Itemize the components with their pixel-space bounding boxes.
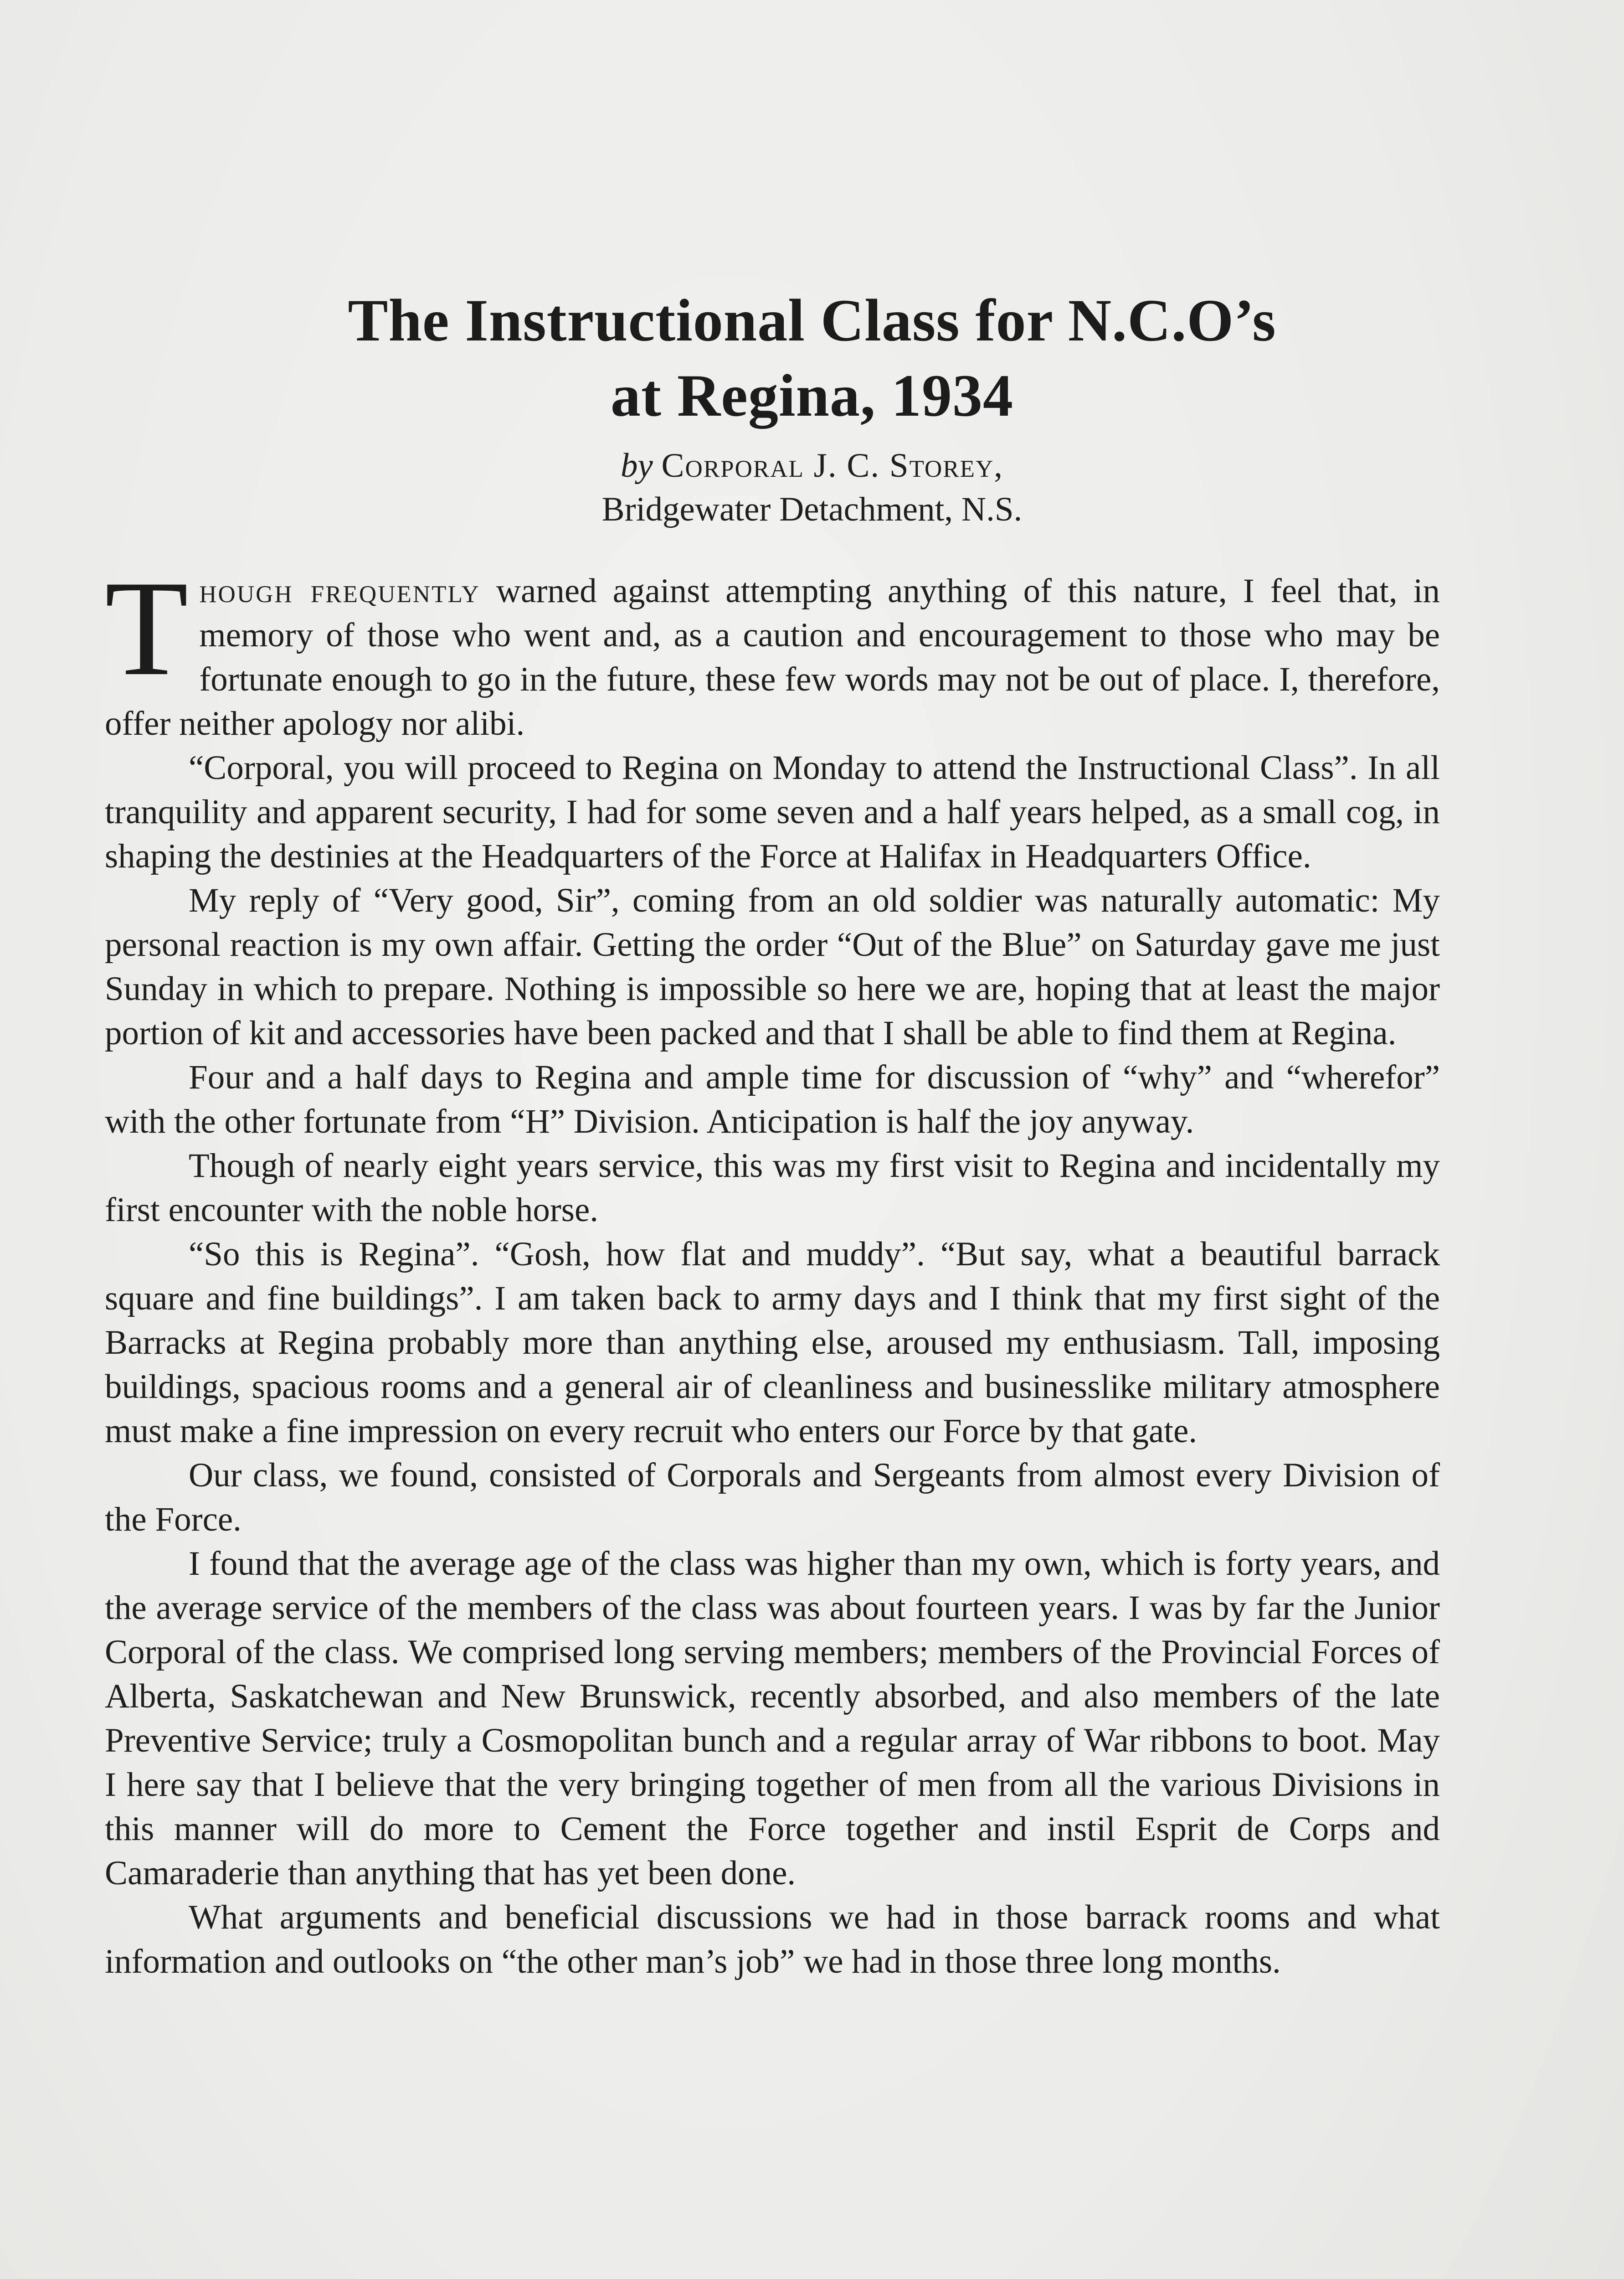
paragraph-7: Our class, we found, consisted of Corporals and Sergeants from almost every Division of the Force. <box>105 1456 1440 1538</box>
drop-cap: T <box>105 552 189 704</box>
paragraph-3: My reply of “Very good, Sir”, coming from an old soldier was naturally automatic: My personal reaction is my own affair. Getting the order “Out of the Blue” on Saturday gave me just Sunday in which to prepare. Nothing is impossible so here we are, hoping that at least the major portion of kit and accessories have been packed and that I shall be able to find them at Regina. <box>105 882 1440 1052</box>
article-title-line-2: at Regina, 1934 <box>611 362 1013 429</box>
byline-by: by <box>620 447 653 485</box>
article-title-line-1: The Instructional Class for N.C.O’s <box>348 287 1276 354</box>
paragraph-8: I found that the average age of the class was higher than my own, which is forty years, and the average service of the members of the class was about fourteen years. I was by far the Junior Corporal of the class. We comprised long serving members; members of the Provincial Forces of Alberta, Saskatchewan and New Brunswick, recently absorbed, and also members of the late Preventive Service; truly a Cosmopolitan bunch and a regular array of War ribbons to boot. May I here say that I believe that the very bringing together of men from all the various Divisions in this manner will do more to Cement the Force together and instil Esprit de Corps and Camaraderie than anything that has yet been done. <box>105 1545 1440 1892</box>
article-body <box>105 552 1440 1984</box>
paragraph-lead: hough frequently <box>199 572 480 610</box>
paragraph-5: Though of nearly eight years service, this was my first visit to Regina and incidentally my first encounter with the noble horse. <box>105 1147 1440 1229</box>
author-detachment: Bridgewater Detachment, N.S. <box>601 490 1023 528</box>
paragraph-4: Four and a half days to Regina and ample time for discussion of “why” and “wherefor” with the other fortunate from “H” Division. Anticipation is half the joy anyway. <box>105 1058 1440 1140</box>
author-name: Corporal J. C. Storey, <box>661 447 1004 485</box>
paragraph-1 <box>105 552 1440 746</box>
paragraph-text: warned against attempting anything of this nature, I feel that, in memory of those who went and, as a caution and encouragement to those who may be fortunate enough to go in the future, these few words may not be out of place. I, therefore, offer neither apology nor alibi. <box>105 572 1440 742</box>
article-header <box>0 283 1624 531</box>
paragraph-6: “So this is Regina”. “Gosh, how flat and muddy”. “But say, what a beautiful barrack square and fine buildings”. I am taken back to army days and I think that my first sight of the Barracks at Regina probably more than anything else, aroused my enthusiasm. Tall, imposing buildings, spacious rooms and a general air of cleanliness and businesslike military atmosphere must make a fine impression on every recruit who enters our Force by that gate. <box>105 1235 1440 1450</box>
paragraph-2: “Corporal, you will proceed to Regina on Monday to attend the Instructional Class”. In all tranquility and apparent security, I had for some seven and a half years helped, as a small cog, in shaping the destinies at the Headquarters of the Force at Halifax in Headquarters Office. <box>105 749 1440 875</box>
byline <box>0 444 1624 488</box>
paragraph-9: What arguments and beneficial discussions we had in those barrack rooms and what information and outlooks on “the other man’s job” we had in those three long months. <box>105 1898 1440 1980</box>
